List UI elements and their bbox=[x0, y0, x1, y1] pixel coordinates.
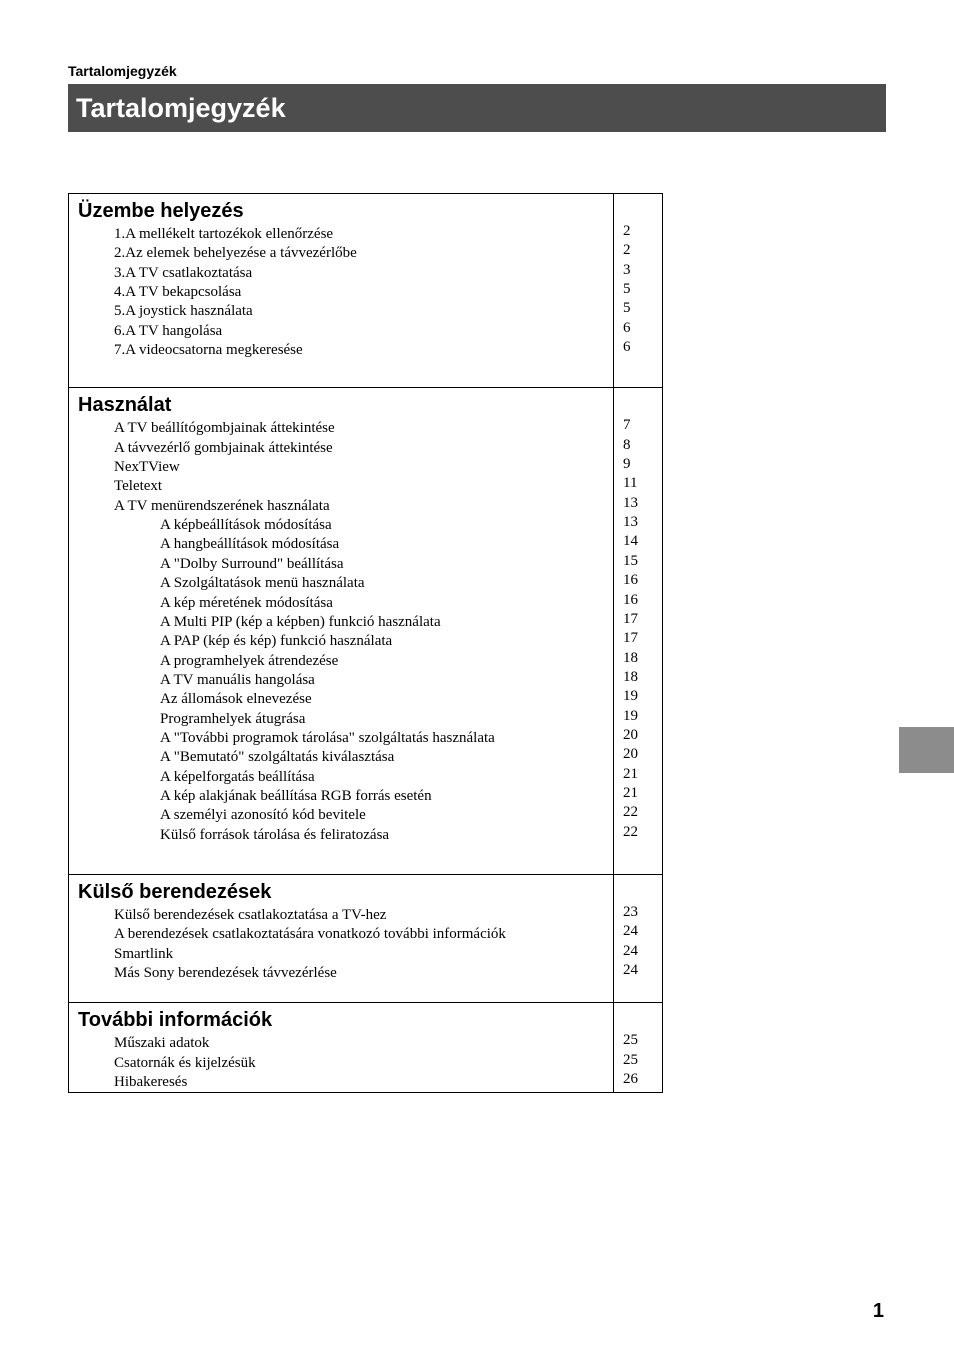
toc-section bbox=[69, 388, 662, 875]
toc-entry: A "Bemutató" szolgáltatás kiválasztása bbox=[160, 749, 395, 766]
toc-entry-page: 20 bbox=[623, 746, 638, 763]
toc-section-entries bbox=[69, 875, 614, 1002]
toc-entry: A Szolgáltatások menü használata bbox=[160, 575, 365, 592]
toc-entry: A TV manuális hangolása bbox=[160, 671, 315, 688]
toc-entry: Hibakeresés bbox=[114, 1074, 188, 1091]
toc-entry: A távvezérlő gombjainak áttekintése bbox=[114, 439, 333, 456]
toc-section-entries bbox=[69, 1003, 614, 1092]
page-title: Tartalomjegyzék bbox=[76, 92, 286, 123]
toc-entry: Programhelyek átugrása bbox=[160, 710, 306, 727]
toc-entry: A TV beállítógombjainak áttekintése bbox=[114, 420, 335, 437]
toc-section-pages bbox=[614, 194, 662, 387]
toc-entry-page: 24 bbox=[623, 962, 638, 978]
toc-entry-page: 17 bbox=[623, 610, 638, 627]
toc-section-entries bbox=[69, 388, 614, 874]
toc-entry-page: 8 bbox=[623, 436, 631, 453]
table-of-contents bbox=[68, 193, 663, 1093]
toc-entry: A képelforgatás beállítása bbox=[160, 768, 315, 785]
toc-entry-page: 26 bbox=[623, 1071, 638, 1088]
toc-entry: 4.A TV bekapcsolása bbox=[114, 284, 242, 301]
toc-entry: 5.A joystick használata bbox=[114, 303, 253, 320]
toc-entry: Teletext bbox=[114, 478, 163, 495]
toc-entry-page: 19 bbox=[623, 688, 638, 705]
toc-entry-page: 18 bbox=[623, 668, 638, 685]
toc-entry-page: 3 bbox=[623, 261, 631, 278]
toc-entry-page: 6 bbox=[623, 339, 631, 356]
toc-entry-page: 17 bbox=[623, 630, 638, 647]
toc-entry: A programhelyek átrendezése bbox=[160, 652, 339, 669]
toc-entry-page: 2 bbox=[623, 242, 631, 259]
toc-entry-page: 13 bbox=[623, 514, 638, 531]
toc-entry: 3.A TV csatlakoztatása bbox=[114, 264, 253, 281]
toc-section-entries bbox=[69, 194, 614, 387]
toc-entry-page: 24 bbox=[623, 923, 638, 940]
toc-entry: A Multi PIP (kép a képben) funkció használata bbox=[160, 613, 441, 630]
toc-entry: A személyi azonosító kód bevitele bbox=[160, 807, 366, 824]
toc-entry: A TV menürendszerének használata bbox=[114, 497, 330, 514]
toc-entry: A hangbeállítások módosítása bbox=[160, 536, 340, 553]
toc-entry-page: 16 bbox=[623, 591, 638, 608]
toc-section bbox=[69, 194, 662, 388]
toc-entry: A "További programok tárolása" szolgáltatás használata bbox=[160, 729, 495, 746]
toc-section-pages bbox=[614, 1003, 662, 1092]
toc-section-pages bbox=[614, 388, 662, 874]
toc-entry: Más Sony berendezések távvezérlése bbox=[114, 965, 337, 981]
toc-entry: Külső berendezések csatlakoztatása a TV-hez bbox=[114, 906, 387, 923]
toc-entry: Csatornák és kijelzésük bbox=[114, 1054, 256, 1071]
toc-entry-page: 16 bbox=[623, 572, 638, 589]
toc-entry-page: 2 bbox=[623, 223, 631, 239]
toc-entry-page: 20 bbox=[623, 726, 638, 743]
toc-entry-page: 11 bbox=[623, 475, 638, 492]
toc-entry-page: 18 bbox=[623, 649, 638, 666]
page-number: 1 bbox=[872, 1300, 884, 1322]
toc-entry: A kép alakjának beállítása RGB forrás esetén bbox=[160, 787, 432, 804]
toc-entry: A kép méretének módosítása bbox=[160, 594, 333, 611]
toc-entry-page: 13 bbox=[623, 494, 638, 511]
toc-entry: A "Dolby Surround" beállítása bbox=[160, 555, 344, 572]
toc-entry-page: 21 bbox=[623, 765, 638, 782]
toc-entry-page: 25 bbox=[623, 1051, 638, 1068]
toc-section bbox=[69, 1003, 662, 1092]
toc-entry-page: 25 bbox=[623, 1032, 638, 1049]
toc-entry-page: 23 bbox=[623, 903, 638, 920]
toc-section-title: Külső berendezések bbox=[78, 880, 272, 903]
title-bar bbox=[68, 84, 886, 132]
toc-entry-page: 9 bbox=[623, 456, 631, 473]
toc-entry: 6.A TV hangolása bbox=[114, 322, 223, 339]
toc-entry: Az állomások elnevezése bbox=[160, 691, 312, 708]
toc-entry-page: 5 bbox=[623, 281, 631, 298]
toc-entry: 7.A videocsatorna megkeresése bbox=[114, 342, 303, 359]
toc-entry: NexTView bbox=[114, 459, 180, 476]
toc-entry: 2.Az elemek behelyezése a távvezérlőbe bbox=[114, 245, 357, 262]
toc-entry-page: 14 bbox=[623, 533, 638, 550]
toc-entry: Smartlink bbox=[114, 945, 174, 962]
toc-entry: 1.A mellékelt tartozékok ellenőrzése bbox=[114, 226, 334, 242]
toc-entry-page: 15 bbox=[623, 552, 638, 569]
toc-entry-page: 21 bbox=[623, 784, 638, 801]
toc-section-title: További információk bbox=[78, 1009, 273, 1032]
running-head: Tartalomjegyzék bbox=[68, 63, 177, 79]
toc-entry: A képbeállítások módosítása bbox=[160, 517, 332, 534]
toc-entry: A PAP (kép és kép) funkció használata bbox=[160, 633, 393, 650]
toc-entry: Műszaki adatok bbox=[114, 1035, 210, 1052]
thumb-index-tab bbox=[899, 727, 954, 773]
toc-entry-page: 6 bbox=[623, 319, 631, 336]
toc-section bbox=[69, 875, 662, 1003]
toc-entry-page: 24 bbox=[623, 942, 638, 959]
toc-section-title: Üzembe helyezés bbox=[78, 200, 244, 222]
toc-entry-page: 22 bbox=[623, 804, 638, 821]
toc-entry: A berendezések csatlakoztatására vonatkozó további információk bbox=[114, 926, 506, 943]
toc-entry-page: 5 bbox=[623, 300, 631, 317]
toc-section-title: Használat bbox=[78, 394, 172, 417]
toc-entry-page: 7 bbox=[623, 417, 631, 434]
toc-entry-page: 22 bbox=[623, 823, 638, 840]
toc-section-pages bbox=[614, 875, 662, 1002]
toc-entry: Külső források tárolása és feliratozása bbox=[160, 826, 390, 843]
toc-entry-page: 19 bbox=[623, 707, 638, 724]
